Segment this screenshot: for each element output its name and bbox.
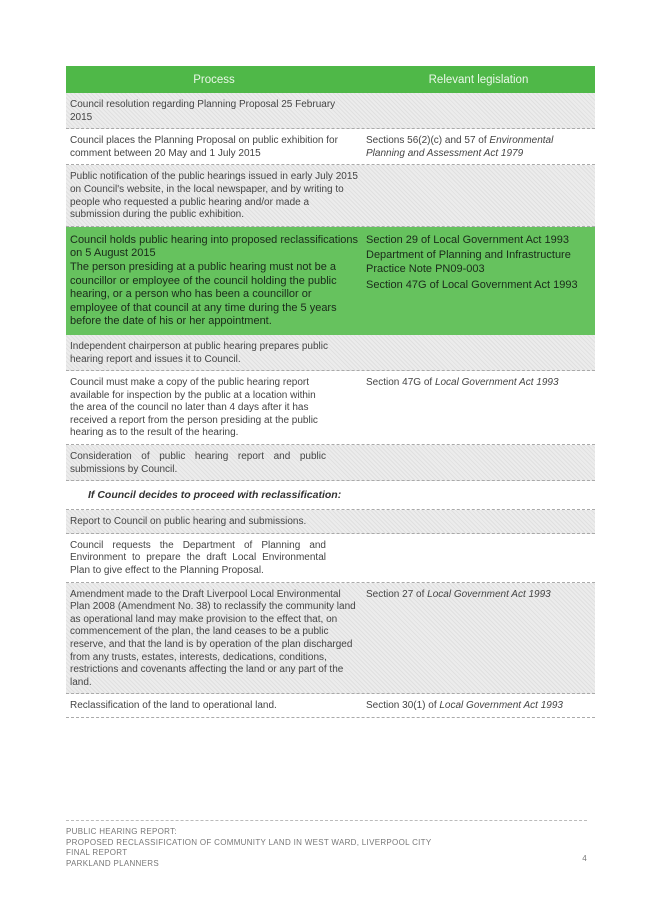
footer-report-label: PUBLIC HEARING REPORT: [66,827,177,836]
process-text: The person presiding at a public hearing must not be a councillor or employee of the council holding the public hearing, or a person who has been a councillor or employee of that council at any time during the 5 years before the date of his or her appointment. [70,260,337,328]
table-row [66,335,595,371]
footer-report-status: FINAL REPORT [66,848,128,857]
table-row [66,93,595,129]
process-cell: Reclassification of the land to operational land. [70,700,277,712]
table-row [66,129,595,165]
legislation-cell [362,583,595,694]
process-text: Council holds public hearing into proposed reclassifications on 5 August 2015 [70,233,358,260]
process-cell: Council must make a copy of the public hearing report available for inspection by the public at a location within the area of the council no later than 4 days after it has received a report from the person presiding at the public hearing as to the result of the hearing. [70,377,318,439]
table-row [66,445,595,481]
process-cell: Consideration of public hearing report and public submissions by Council. [70,451,326,475]
legislation-cell [362,534,595,582]
legislation-cell [362,93,595,128]
legislation-cell [362,227,595,335]
table-row [66,165,595,226]
footer-author: PARKLAND PLANNERS [66,858,159,868]
legislation-cell [362,694,595,717]
process-table [66,66,595,718]
table-row [66,534,595,583]
header-process: Process [193,73,235,86]
process-cell: Amendment made to the Draft Liverpool Local Environmental Plan 2008 (Amendment No. 38) to reclassify the community land as operational land may make provision to the effect that, on commencement of the plan, the land ceases to be a public reserve, and that the land is by operation of the plan discharged from any trusts, estates, interests, dedications, conditions, restrictions and covenants affecting the land or any part of the land. [70,588,356,688]
legislation-cell [362,445,595,480]
legislation-cell [362,510,595,533]
legislation-text: Section 30(1) of [366,700,440,712]
legislation-text: Section 27 of [366,588,428,600]
page-footer [66,820,587,869]
process-cell: Council requests the Department of Planning and Environment to prepare the draft Local Environmental Plan to give effect to the Planning Proposal. [70,539,326,577]
legislation-text: Section 47G of Local Government Act 1993 [366,278,578,291]
legislation-text: Sections 56(2)(c) and 57 of [366,135,490,147]
table-row [66,694,595,718]
legislation-act: Local Government Act 1993 [434,377,559,389]
process-cell: Council resolution regarding Planning Proposal 25 February 2015 [70,99,336,123]
table-row [66,371,595,445]
footer-report-title: PROPOSED RECLASSIFICATION OF COMMUNITY LAND IN WEST WARD, LIVERPOOL CITY [66,837,432,847]
legislation-text: Department of Planning and Infrastructure Practice Note PN09-003 [366,249,571,275]
header-legislation: Relevant legislation [428,73,529,86]
legislation-cell [362,335,595,370]
legislation-cell [362,165,595,225]
table-row-highlighted [66,227,595,335]
table-header [66,66,595,93]
legislation-text: Section 47G of [366,377,435,389]
legislation-act: Local Government Act 1993 [427,588,551,600]
process-cell: Council places the Planning Proposal on public exhibition for comment between 20 May and 1 July 2015 [70,135,338,159]
process-cell: Public notification of the public hearings issued in early July 2015 on Council's website, in the local newspaper, and by writing to people who requested a public hearing and/or made a submission during the public exhibition. [70,171,358,221]
page-number: 4 [582,854,587,863]
process-cell [66,227,362,335]
legislation-cell [362,371,595,444]
legislation-act: Local Government Act 1993 [439,700,563,712]
table-row [66,510,595,534]
process-cell: Report to Council on public hearing and submissions. [70,516,307,528]
legislation-text: Section 29 of Local Government Act 1993 [366,233,570,246]
legislation-act: Environmental Planning and Assessment Act 1979 [366,135,554,159]
legislation-cell [362,129,595,164]
process-cell: Independent chairperson at public hearing prepares public hearing report and issues it to Council. [70,340,328,365]
conditional-subheading: If Council decides to proceed with reclassification: [66,481,595,510]
table-row [66,583,595,695]
